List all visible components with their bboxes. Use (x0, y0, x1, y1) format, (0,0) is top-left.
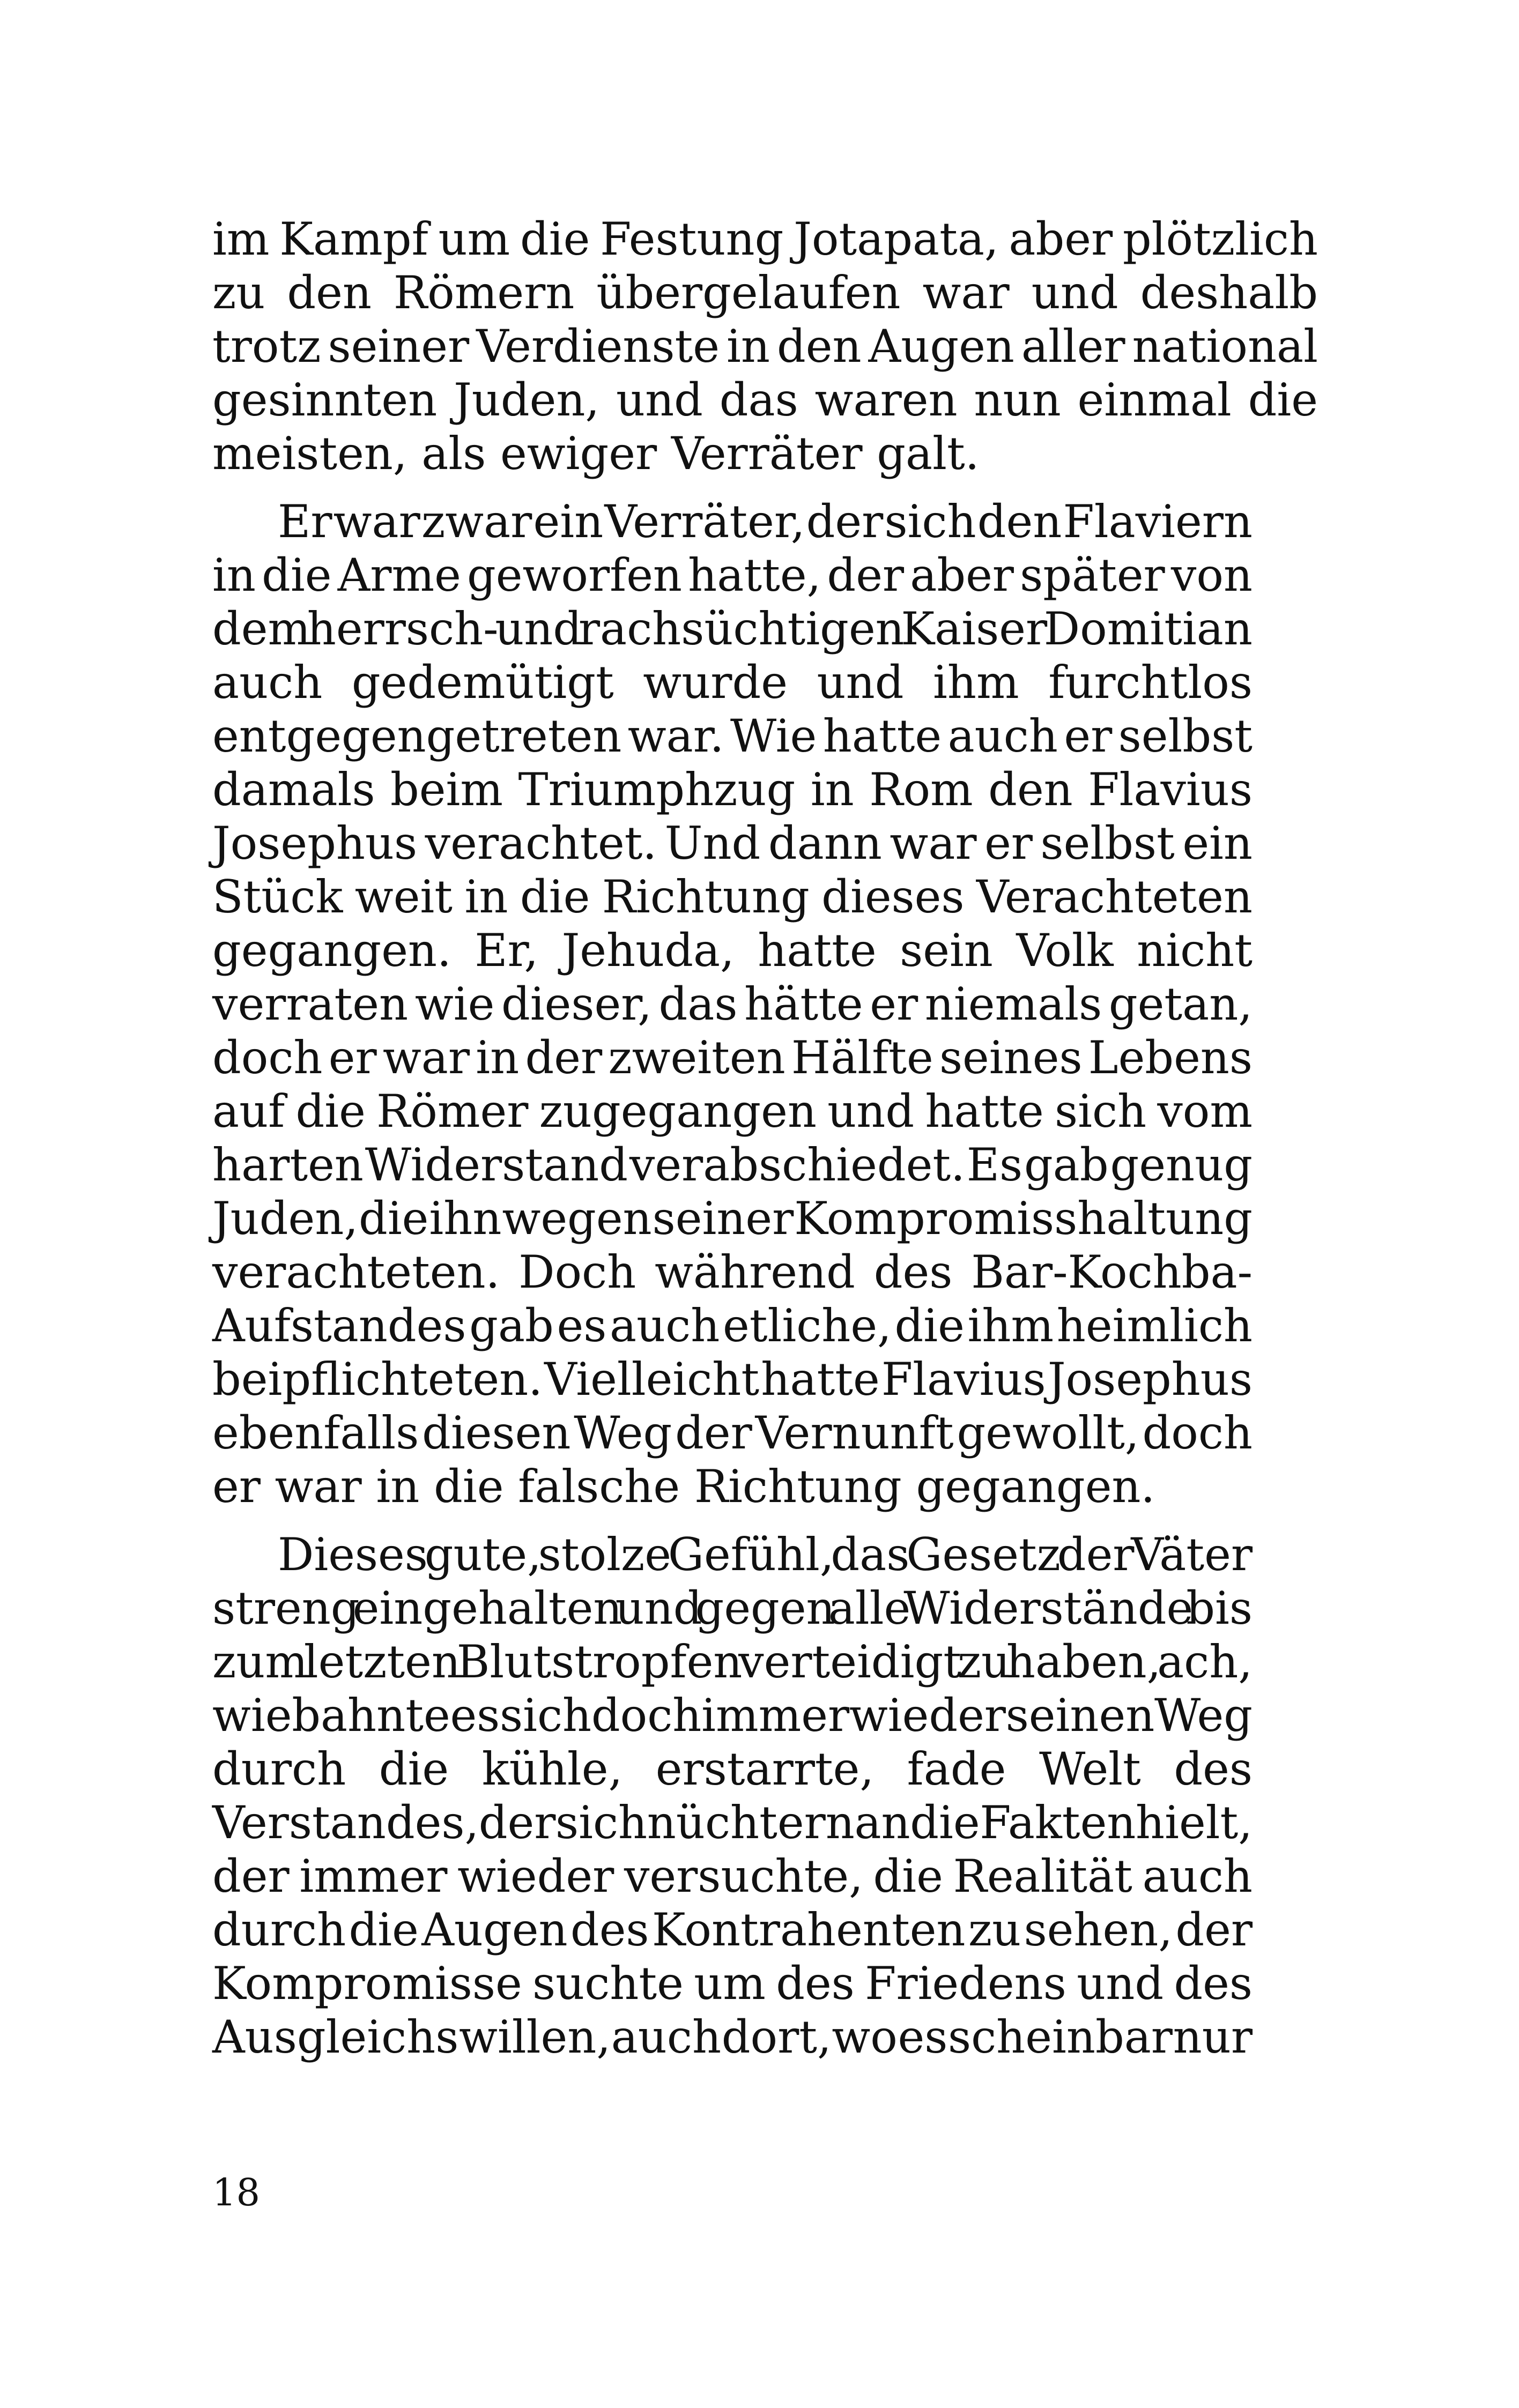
text-line: durch die kühle, erstarrte, fade Welt des (212, 1743, 1253, 1795)
text-line: gegangen. Er, Jehuda, hatte sein Volk nicht (212, 924, 1253, 977)
paragraph-1 (212, 212, 1318, 480)
text-line: damals beim Triumphzug in Rom den Flavius (212, 763, 1253, 816)
text-line: dem herrsch- und rachsüchtigen Kaiser Domitian (212, 603, 1253, 655)
text-line: Josephus verachtet. Und dann war er selbst ein (212, 817, 1253, 869)
text-line: Kompromisse suchte um des Friedens und des (212, 1957, 1253, 2010)
text-line: doch er war in der zweiten Hälfte seines Lebens (212, 1031, 1253, 1084)
text-line: er war in die falsche Richtung gegangen. (212, 1460, 1155, 1513)
body-text (212, 212, 1318, 2064)
text-line: der immer wieder versuchte, die Realität auch (212, 1850, 1253, 1902)
text-line: Er war zwar ein Verräter, der sich den Flaviern (278, 495, 1253, 548)
text-line: zu den Römern übergelaufen war und deshalb (212, 266, 1318, 319)
text-line: Stück weit in die Richtung dieses Verachteten (212, 871, 1253, 923)
text-line: zum letzten Blutstropfen verteidigt zu haben, ach, (212, 1636, 1253, 1688)
text-line: streng eingehalten und gegen alle Widerstände bis (212, 1582, 1253, 1634)
text-line: auch gedemütigt wurde und ihm furchtlos (212, 656, 1253, 709)
text-line: verachteten. Doch während des Bar-Kochba- (212, 1246, 1253, 1298)
text-line: gesinnten Juden, und das waren nun einmal die (212, 374, 1318, 426)
text-line: beipflichteten. Vielleicht hatte Flavius Josephus (212, 1353, 1253, 1406)
text-line: ebenfalls diesen Weg der Vernunft gewollt, doch (212, 1407, 1253, 1459)
text-line: durch die Augen des Kontrahenten zu sehen, der (212, 1904, 1253, 1956)
text-line: entgegengetreten war. Wie hatte auch er selbst (212, 710, 1253, 762)
text-line: Verstandes, der sich nüchtern an die Fakten hielt, (212, 1796, 1253, 1849)
text-line: im Kampf um die Festung Jotapata, aber plötzlich (212, 213, 1318, 265)
text-line: auf die Römer zugegangen und hatte sich vom (212, 1085, 1253, 1138)
text-line: Juden, die ihn wegen seiner Kompromisshaltung (212, 1192, 1253, 1245)
paragraph-3 (212, 1528, 1318, 2064)
text-line: Aufstandes gab es auch etliche, die ihm heimlich (212, 1299, 1253, 1352)
paragraph-2 (212, 495, 1318, 1513)
text-line: in die Arme geworfen hatte, der aber später von (212, 549, 1253, 601)
text-line: meisten, als ewiger Verräter galt. (212, 427, 980, 480)
text-line: Dieses gute, stolze Gefühl, das Gesetz der Väter (278, 1528, 1253, 1581)
page-number: 18 (212, 2171, 261, 2214)
text-line: wie bahnte es sich doch immer wieder seinen Weg (212, 1689, 1253, 1742)
text-line: harten Widerstand verabschiedet. Es gab genug (212, 1139, 1253, 1191)
text-line: verraten wie dieser, das hätte er niemals getan, (212, 978, 1253, 1030)
text-line: Ausgleichs willen, auch dort, wo es scheinbar nur (212, 2011, 1253, 2063)
text-line: trotz seiner Verdienste in den Augen aller national (212, 320, 1318, 373)
